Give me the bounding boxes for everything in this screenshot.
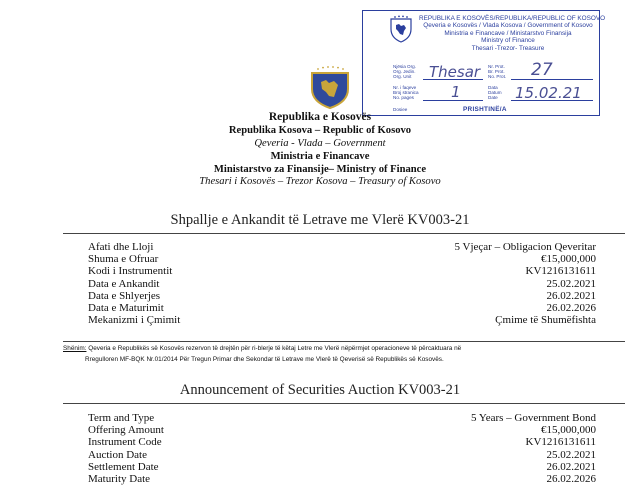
stamp-label-dossier: Dosiee — [393, 107, 408, 112]
header-ministry-sr-en: Ministarstvo za Finansije– Ministry of Finance — [213, 164, 427, 175]
header-treasury: Thesari i Kosovës – Trezor Kosova – Treasury of Kosovo — [199, 176, 441, 187]
note-text-line1: Qeveria e Republikës së Kosovës rezervon të drejtën për ri-blerje të këtaj Letre me Vlerë nëpërmjet operacioneve të përcaktuara në — [88, 345, 462, 352]
table-row: Auction Date 25.02.2021 — [88, 448, 596, 461]
note-text-line2: Rregulloren MF-BQK Nr.01/2014 Për Tregun Primar dhe Sekondar të Letrave me Vlerë të Qeverisë së Republikës së Kosovës. — [85, 355, 444, 363]
divider — [63, 233, 625, 234]
stamp-city: PRISHTINË/A — [463, 106, 507, 113]
table-row: Data e Maturimit 26.02.2026 — [88, 301, 596, 314]
handwritten-protocol: 27 — [531, 60, 553, 80]
divider — [63, 341, 625, 342]
handwritten-unit: Thesar — [429, 63, 481, 81]
kosovo-coat-of-arms-icon — [309, 65, 351, 109]
section-title-en: Announcement of Securities Auction KV003-21 — [179, 382, 461, 398]
table-row: Data e Ankandit 25.02.2021 — [88, 277, 596, 290]
header-republic-sr-en: Republika Kosova – Republic of Kosovo — [228, 125, 412, 136]
table-row: Kodi i Instrumentit KV1216131611 — [88, 265, 596, 278]
section-title-sq: Shpallje e Ankandit të Letrave me Vlerë KV003-21 — [170, 212, 470, 228]
repurchase-note — [63, 344, 625, 365]
note-label: Shënim: — [63, 345, 87, 352]
handwritten-pages: 1 — [451, 83, 461, 101]
table-row: Data e Shlyerjes 26.02.2021 — [88, 289, 596, 302]
auction-table-sq — [88, 241, 596, 326]
kosovo-seal-icon — [389, 15, 413, 43]
handwritten-date: 15.02.21 — [515, 84, 582, 102]
table-row: Afati dhe Lloji 5 Vjeçar – Obligacion Qeveritar — [88, 241, 596, 253]
header-republic-sq: Republika e Kosovës — [268, 111, 372, 123]
table-row: Maturity Date 26.02.2026 — [88, 472, 596, 485]
header-government: Qeveria - Vlada – Government — [254, 138, 386, 149]
divider — [63, 403, 625, 404]
table-row: Settlement Date 26.02.2021 — [88, 460, 596, 473]
stamp-heading: REPUBLIKA E KOSOVËS/REPUBLIKA/REPUBLIC OF KOSOVO Qeveria e Kosovës / Vlada Kosova / Government of Kosovo Ministria e Financave / Ministarstvo Finansija Ministry of Finance Thesari -Trezor- Treasure — [419, 15, 606, 52]
table-row: Offering Amount €15,000,000 — [88, 424, 596, 437]
table-row: Term and Type 5 Years – Government Bond — [88, 412, 596, 424]
table-row: Shuma e Ofruar €15,000,000 — [88, 253, 596, 266]
auction-table-en — [88, 412, 596, 485]
header-ministry-sq: Ministria e Financave — [270, 151, 370, 162]
table-row: Instrument Code KV1216131611 — [88, 436, 596, 449]
table-row: Mekanizmi i Çmimit Çmime të Shumëfishta — [88, 314, 596, 327]
registry-stamp: REPUBLIKA E KOSOVËS/REPUBLIKA/REPUBLIC OF KOSOVO Qeveria e Kosovës / Vlada Kosova / Government of Kosovo Ministria e Financave / Ministarstvo Finansija Ministry of Finance Thesari -Trezor- Treasure Njësia Org. Org. Jedin. Org. Unit Nr. Prot. Br. Prot. No. Prot. Nr. i faqeve Broj stranica No. pages Data Datum Date Dosiee Thesar 27 1 15.02.21 PRISHTINË/A — [362, 10, 600, 116]
